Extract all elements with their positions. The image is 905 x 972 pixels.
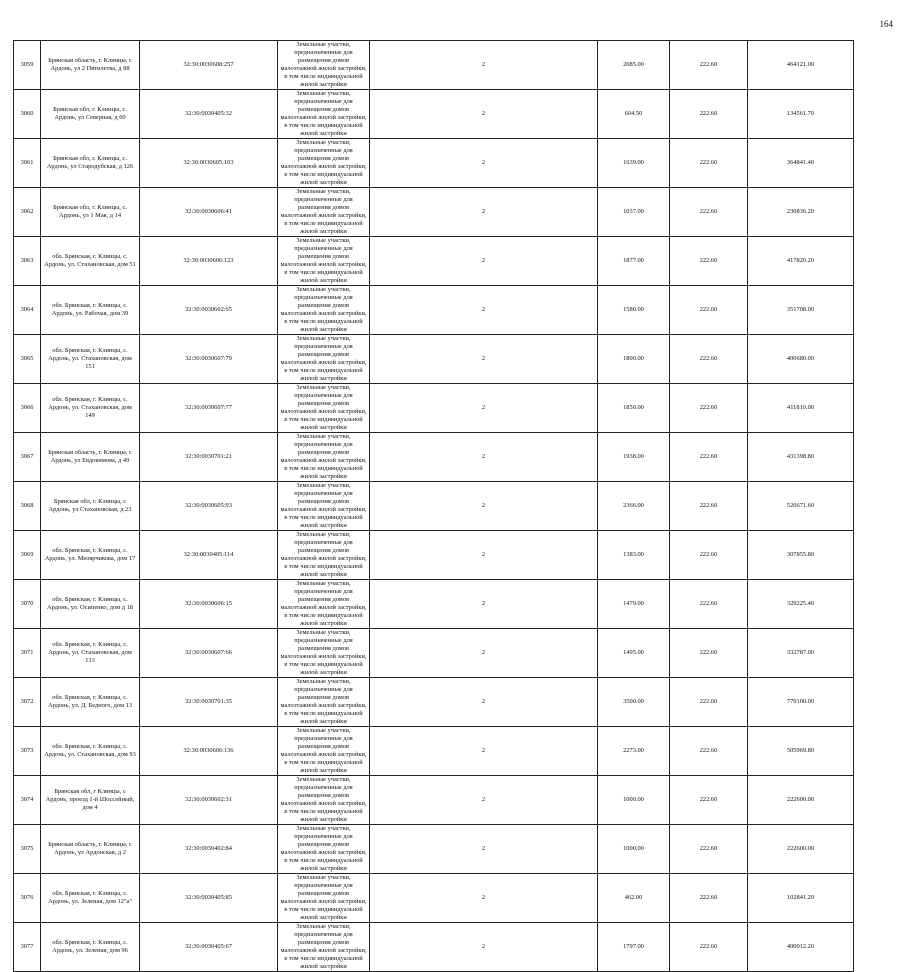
permitted-use-cell: Земельные участки, предназначенные для размещения домов малоэтажной жилой застройки, в том числе индивидуальной жилой застройки xyxy=(278,139,370,188)
category-cell: 2 xyxy=(370,825,598,874)
cadastral-number-cell: 32:30:0030606:15 xyxy=(140,580,278,629)
cadastral-value-cell: 526671.60 xyxy=(748,482,854,531)
category-cell: 2 xyxy=(370,90,598,139)
area-cell: 1797.00 xyxy=(598,923,670,972)
area-cell: 1495.00 xyxy=(598,629,670,678)
row-number: 3070 xyxy=(14,580,41,629)
page-number: 164 xyxy=(879,19,893,29)
permitted-use-cell: Земельные участки, предназначенные для размещения домов малоэтажной жилой застройки, в том числе индивидуальной жилой застройки xyxy=(278,188,370,237)
category-cell: 2 xyxy=(370,384,598,433)
category-cell: 2 xyxy=(370,923,598,972)
cadastral-value-cell: 307855.80 xyxy=(748,531,854,580)
cadastral-value-cell: 222600.00 xyxy=(748,776,854,825)
address-cell: обл. Брянская, г. Клинцы, с. Ардонь, ул. Стахановская, дом 149 xyxy=(41,384,140,433)
row-number: 3075 xyxy=(14,825,41,874)
address-cell: обл. Брянская, г. Клинцы, с. Ардонь, ул. Стахановская, дом 133 xyxy=(41,629,140,678)
cadastral-number-cell: 32:30:0030405:114 xyxy=(140,531,278,580)
cadastral-number-cell: 32:30:0030607:77 xyxy=(140,384,278,433)
cadastral-value-cell: 332787.00 xyxy=(748,629,854,678)
row-number: 3064 xyxy=(14,286,41,335)
cadastral-value-cell: 411810.00 xyxy=(748,384,854,433)
specific-value-cell: 222.60 xyxy=(670,629,748,678)
cadastral-value-cell: 222600.00 xyxy=(748,825,854,874)
table-row xyxy=(14,531,854,580)
permitted-use-cell: Земельные участки, предназначенные для размещения домов малоэтажной жилой застройки, в том числе индивидуальной жилой застройки xyxy=(278,433,370,482)
cadastral-number-cell: 32:30:0030606:123 xyxy=(140,237,278,286)
table-row xyxy=(14,580,854,629)
area-cell: 2273.00 xyxy=(598,727,670,776)
row-number: 3068 xyxy=(14,482,41,531)
address-cell: обл. Брянская, г. Клинцы, с. Ардонь, ул. Стахановская, дом 151 xyxy=(41,335,140,384)
category-cell: 2 xyxy=(370,335,598,384)
row-number: 3062 xyxy=(14,188,41,237)
category-cell: 2 xyxy=(370,580,598,629)
permitted-use-cell: Земельные участки, предназначенные для размещения домов малоэтажной жилой застройки, в том числе индивидуальной жилой застройки xyxy=(278,776,370,825)
row-number: 3072 xyxy=(14,678,41,727)
cadastral-value-cell: 364841.40 xyxy=(748,139,854,188)
permitted-use-cell: Земельные участки, предназначенные для размещения домов малоэтажной жилой застройки, в том числе индивидуальной жилой застройки xyxy=(278,874,370,923)
table-row xyxy=(14,776,854,825)
permitted-use-cell: Земельные участки, предназначенные для размещения домов малоэтажной жилой застройки, в том числе индивидуальной жилой застройки xyxy=(278,482,370,531)
row-number: 3073 xyxy=(14,727,41,776)
permitted-use-cell: Земельные участки, предназначенные для размещения домов малоэтажной жилой застройки, в том числе индивидуальной жилой застройки xyxy=(278,237,370,286)
specific-value-cell: 222.60 xyxy=(670,41,748,90)
table-row xyxy=(14,482,854,531)
specific-value-cell: 222.60 xyxy=(670,482,748,531)
area-cell: 1938.00 xyxy=(598,433,670,482)
specific-value-cell: 222.60 xyxy=(670,384,748,433)
table-row xyxy=(14,825,854,874)
permitted-use-cell: Земельные участки, предназначенные для размещения домов малоэтажной жилой застройки, в том числе индивидуальной жилой застройки xyxy=(278,286,370,335)
cadastral-value-cell: 431398.80 xyxy=(748,433,854,482)
area-cell: 2366.00 xyxy=(598,482,670,531)
cadastral-value-cell: 400012.20 xyxy=(748,923,854,972)
table-row xyxy=(14,90,854,139)
table-row xyxy=(14,237,854,286)
table-row xyxy=(14,923,854,972)
address-cell: обл. Брянская, г. Клинцы, с. Ардонь, ул. Д. Бедного, дом 13 xyxy=(41,678,140,727)
row-number: 3061 xyxy=(14,139,41,188)
cadastral-number-cell: 32:30:0030402:84 xyxy=(140,825,278,874)
address-cell: Брянская обл, г. Клинцы, с Ардонь, ул Стахановская, д 23 xyxy=(41,482,140,531)
cadastral-number-cell: 32:30:0030405:85 xyxy=(140,874,278,923)
cadastral-number-cell: 32:30:0030606:136 xyxy=(140,727,278,776)
cadastral-number-cell: 32:30:0030607:66 xyxy=(140,629,278,678)
specific-value-cell: 222.60 xyxy=(670,139,748,188)
table-row xyxy=(14,678,854,727)
cadastral-number-cell: 32:30:0030701:21 xyxy=(140,433,278,482)
area-cell: 1000.00 xyxy=(598,825,670,874)
address-cell: обл. Брянская, г. Клинцы, с. Ардонь, ул. Стахановская, дом 51 xyxy=(41,237,140,286)
area-cell: 3500.00 xyxy=(598,678,670,727)
category-cell: 2 xyxy=(370,874,598,923)
permitted-use-cell: Земельные участки, предназначенные для размещения домов малоэтажной жилой застройки, в том числе индивидуальной жилой застройки xyxy=(278,923,370,972)
category-cell: 2 xyxy=(370,678,598,727)
row-number: 3074 xyxy=(14,776,41,825)
permitted-use-cell: Земельные участки, предназначенные для размещения домов малоэтажной жилой застройки, в том числе индивидуальной жилой застройки xyxy=(278,580,370,629)
cadastral-value-cell: 102841.20 xyxy=(748,874,854,923)
cadastral-number-cell: 32:30:0030405:32 xyxy=(140,90,278,139)
area-cell: 462.00 xyxy=(598,874,670,923)
address-cell: Брянская область, г. Клинцы, с Ардонь, ул Евдокимова, д 49 xyxy=(41,433,140,482)
row-number: 3063 xyxy=(14,237,41,286)
specific-value-cell: 222.60 xyxy=(670,923,748,972)
address-cell: обл. Брянская, г. Клинцы, с. Ардонь, ул. Зеленая, дом 96 xyxy=(41,923,140,972)
cadastral-value-cell: 779100.00 xyxy=(748,678,854,727)
permitted-use-cell: Земельные участки, предназначенные для размещения домов малоэтажной жилой застройки, в том числе индивидуальной жилой застройки xyxy=(278,727,370,776)
row-number: 3071 xyxy=(14,629,41,678)
address-cell: Брянская обл, г. Клинцы, с. Ардонь, ул 1 Мая, д 14 xyxy=(41,188,140,237)
cadastral-number-cell: 32:30:0030602:65 xyxy=(140,286,278,335)
area-cell: 2085.00 xyxy=(598,41,670,90)
permitted-use-cell: Земельные участки, предназначенные для размещения домов малоэтажной жилой застройки, в том числе индивидуальной жилой застройки xyxy=(278,825,370,874)
specific-value-cell: 222.60 xyxy=(670,335,748,384)
table-row xyxy=(14,286,854,335)
row-number: 3069 xyxy=(14,531,41,580)
table-row xyxy=(14,139,854,188)
cadastral-value-cell: 417820.20 xyxy=(748,237,854,286)
category-cell: 2 xyxy=(370,237,598,286)
table-row xyxy=(14,874,854,923)
category-cell: 2 xyxy=(370,629,598,678)
area-cell: 604.50 xyxy=(598,90,670,139)
category-cell: 2 xyxy=(370,776,598,825)
row-number: 3066 xyxy=(14,384,41,433)
cadastral-value-cell: 329225.40 xyxy=(748,580,854,629)
cadastral-number-cell: 32:30:0030701:35 xyxy=(140,678,278,727)
cadastral-value-cell: 230836.20 xyxy=(748,188,854,237)
permitted-use-cell: Земельные участки, предназначенные для размещения домов малоэтажной жилой застройки, в том числе индивидуальной жилой застройки xyxy=(278,678,370,727)
area-cell: 1037.00 xyxy=(598,188,670,237)
category-cell: 2 xyxy=(370,433,598,482)
specific-value-cell: 222.60 xyxy=(670,874,748,923)
table-row xyxy=(14,629,854,678)
area-cell: 1383.00 xyxy=(598,531,670,580)
category-cell: 2 xyxy=(370,41,598,90)
cadastral-number-cell: 32:30:0030608:257 xyxy=(140,41,278,90)
cadastral-value-cell: 505969.80 xyxy=(748,727,854,776)
specific-value-cell: 222.60 xyxy=(670,825,748,874)
address-cell: Брянская обл, г. Клинцы, с. Ардонь, ул Северная, д 60 xyxy=(41,90,140,139)
category-cell: 2 xyxy=(370,139,598,188)
land-plot-table xyxy=(13,40,854,972)
permitted-use-cell: Земельные участки, предназначенные для размещения домов малоэтажной жилой застройки, в том числе индивидуальной жилой застройки xyxy=(278,335,370,384)
permitted-use-cell: Земельные участки, предназначенные для размещения домов малоэтажной жилой застройки, в том числе индивидуальной жилой застройки xyxy=(278,384,370,433)
address-cell: обл. Брянская, г. Клинцы, с. Ардонь, ул. Зеленая, дом 12"а" xyxy=(41,874,140,923)
cadastral-number-cell: 32:30:0030605:103 xyxy=(140,139,278,188)
specific-value-cell: 222.60 xyxy=(670,90,748,139)
area-cell: 1639.00 xyxy=(598,139,670,188)
category-cell: 2 xyxy=(370,482,598,531)
address-cell: Брянская область, г. Клинцы, с Ардонь, ул Ардонская, д 2 xyxy=(41,825,140,874)
table-row xyxy=(14,335,854,384)
category-cell: 2 xyxy=(370,531,598,580)
address-cell: обл. Брянская, г. Клинцы, с. Ардонь, ул. Рабочая, дом 39 xyxy=(41,286,140,335)
address-cell: обл. Брянская, г. Клинцы, с. Ардонь, ул. Стахановская, дом 93 xyxy=(41,727,140,776)
row-number: 3077 xyxy=(14,923,41,972)
cadastral-number-cell: 32:30:0030606:41 xyxy=(140,188,278,237)
specific-value-cell: 222.60 xyxy=(670,433,748,482)
area-cell: 1800.00 xyxy=(598,335,670,384)
permitted-use-cell: Земельные участки, предназначенные для размещения домов малоэтажной жилой застройки, в том числе индивидуальной жилой застройки xyxy=(278,531,370,580)
area-cell: 1000.00 xyxy=(598,776,670,825)
specific-value-cell: 222.60 xyxy=(670,531,748,580)
cadastral-value-cell: 400680.00 xyxy=(748,335,854,384)
cadastral-value-cell: 134561.70 xyxy=(748,90,854,139)
table-row xyxy=(14,41,854,90)
row-number: 3067 xyxy=(14,433,41,482)
address-cell: Брянская область, г. Клинцы, с Ардонь, ул 2 Пятилетка, д 88 xyxy=(41,41,140,90)
cadastral-value-cell: 351708.00 xyxy=(748,286,854,335)
address-cell: Брянская обл, г Клинцы, с Ардонь, проезд 1-й Шоссейный, дом 4 xyxy=(41,776,140,825)
table-body xyxy=(14,41,854,972)
specific-value-cell: 222.60 xyxy=(670,727,748,776)
table-row xyxy=(14,433,854,482)
specific-value-cell: 222.60 xyxy=(670,678,748,727)
specific-value-cell: 222.60 xyxy=(670,188,748,237)
row-number: 3065 xyxy=(14,335,41,384)
category-cell: 2 xyxy=(370,188,598,237)
permitted-use-cell: Земельные участки, предназначенные для размещения домов малоэтажной жилой застройки, в том числе индивидуальной жилой застройки xyxy=(278,41,370,90)
area-cell: 1850.00 xyxy=(598,384,670,433)
row-number: 3059 xyxy=(14,41,41,90)
cadastral-value-cell: 464121.00 xyxy=(748,41,854,90)
row-number: 3076 xyxy=(14,874,41,923)
address-cell: обл. Брянская, г. Клинцы, с. Ардонь, ул. Осипенко, дом д 18 xyxy=(41,580,140,629)
specific-value-cell: 222.60 xyxy=(670,580,748,629)
permitted-use-cell: Земельные участки, предназначенные для размещения домов малоэтажной жилой застройки, в том числе индивидуальной жилой застройки xyxy=(278,629,370,678)
address-cell: Брянская обл, г. Клинцы, с. Ардонь, ул Стародубская, д 126 xyxy=(41,139,140,188)
specific-value-cell: 222.60 xyxy=(670,776,748,825)
table-row xyxy=(14,727,854,776)
cadastral-number-cell: 32:30:0030405:67 xyxy=(140,923,278,972)
table-row xyxy=(14,188,854,237)
specific-value-cell: 222.60 xyxy=(670,286,748,335)
area-cell: 1877.00 xyxy=(598,237,670,286)
cadastral-number-cell: 32:30:0030605:93 xyxy=(140,482,278,531)
cadastral-number-cell: 32:30:0030607:79 xyxy=(140,335,278,384)
category-cell: 2 xyxy=(370,727,598,776)
permitted-use-cell: Земельные участки, предназначенные для размещения домов малоэтажной жилой застройки, в том числе индивидуальной жилой застройки xyxy=(278,90,370,139)
row-number: 3060 xyxy=(14,90,41,139)
cadastral-number-cell: 32:30:0030602:31 xyxy=(140,776,278,825)
area-cell: 1479.00 xyxy=(598,580,670,629)
table-row xyxy=(14,384,854,433)
area-cell: 1580.00 xyxy=(598,286,670,335)
specific-value-cell: 222.60 xyxy=(670,237,748,286)
address-cell: обл. Брянская, г. Клинцы, с. Ардонь, ул. Мизярчикова, дом 17 xyxy=(41,531,140,580)
category-cell: 2 xyxy=(370,286,598,335)
